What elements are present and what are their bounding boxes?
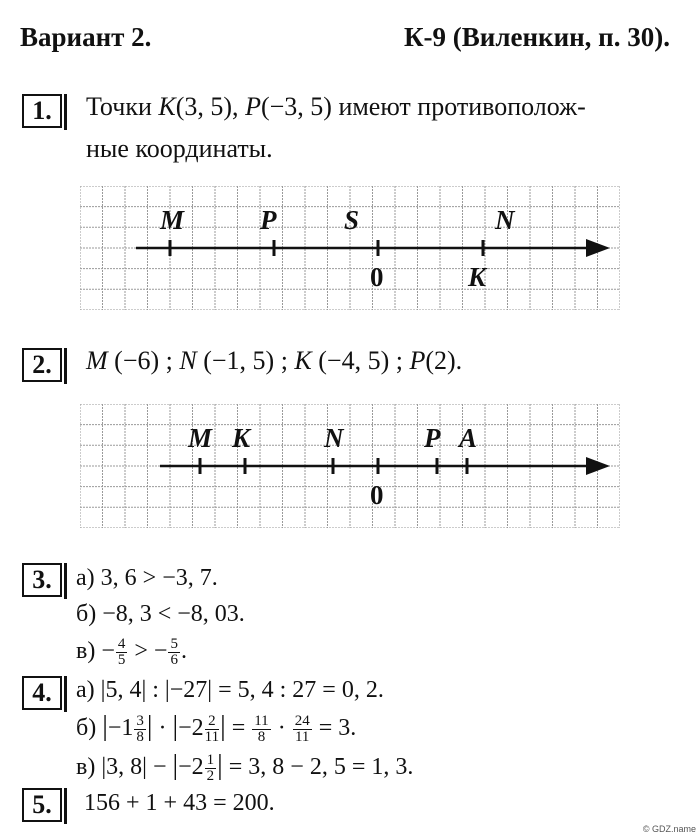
- task-number-1: 1.: [22, 94, 62, 128]
- line2-label-p: P: [424, 423, 441, 453]
- line2-label-m: M: [188, 423, 213, 453]
- task1-text-line1: Точки K(3, 5), P(−3, 5) имеют противополож-: [86, 92, 586, 121]
- task-number-4: 4.: [22, 676, 62, 710]
- line2-label-zero: 0: [370, 480, 384, 510]
- task4-b: б) |−1 $\frac{3}{8}$ | · |−2 $\frac{2}{11}$ | = $\frac{11}{8}$ · $\frac{24}{11}$ = 3.: [76, 711, 357, 745]
- footer-watermark: © GDZ.name: [642, 824, 696, 834]
- task4-c: в) |3, 8| − |−2 $\frac{1}{2}$ | = 3, 8 − 2, 5 = 1, 3.: [76, 750, 414, 784]
- task2-text: M (−6) ; N (−1, 5) ; K (−4, 5) ; P(2).: [86, 346, 463, 375]
- line1-label-m: M: [160, 205, 185, 235]
- line1-label-s: S: [344, 205, 360, 235]
- source-heading: К-9 (Виленкин, п. 30).: [403, 22, 670, 52]
- line1-label-zero: 0: [370, 262, 384, 292]
- line2-label-n: N: [324, 423, 344, 453]
- task1-text-line2: ные координаты.: [86, 134, 273, 163]
- line2-label-k: K: [232, 423, 251, 453]
- variant-heading: Вариант 2.: [20, 22, 152, 52]
- task5-expression: 156 + 1 + 43 = 200.: [84, 790, 275, 816]
- task4-a: а) |5, 4| : |−27| = 5, 4 : 27 = 0, 2.: [76, 677, 384, 703]
- coordinate-line-1: [80, 186, 620, 310]
- line1-label-k: K: [468, 262, 487, 292]
- task3-c: в) − $\frac{4}{5}$ > − $\frac{5}{6}$ .: [76, 636, 187, 668]
- coordinate-line-2: [80, 404, 620, 528]
- task-number-5: 5.: [22, 788, 62, 822]
- line2-label-a: A: [459, 423, 478, 453]
- task3-a: а) 3, 6 > −3, 7.: [76, 565, 218, 591]
- line1-label-p: P: [260, 205, 277, 235]
- line1-label-n: N: [495, 205, 515, 235]
- task-number-3: 3.: [22, 563, 62, 597]
- task3-b: б) −8, 3 < −8, 03.: [76, 601, 245, 627]
- task-number-2: 2.: [22, 348, 62, 382]
